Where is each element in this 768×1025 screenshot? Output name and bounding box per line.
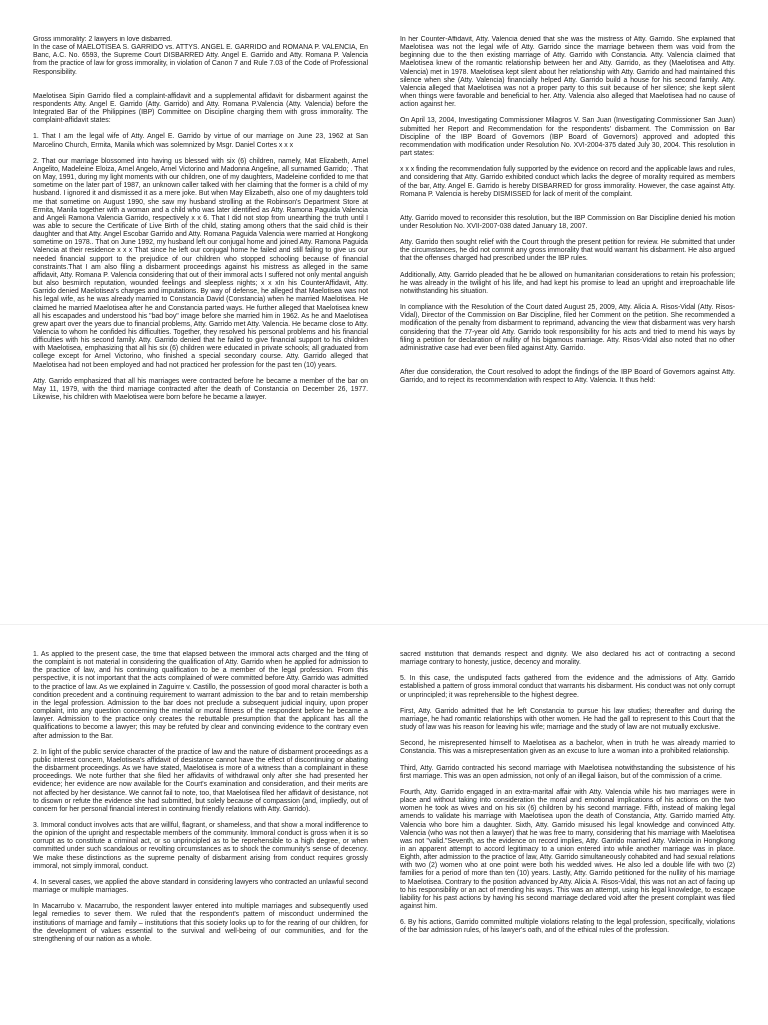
paragraph: 2. In light of the public service character of the practice of law and the nature of disbarment proceedings as a public interest concern, Maelotisea's affidavit of desistance cannot have the effect of discontinuing or abating the disbarment proceedings. As we have stated, Maelotisea is more of a witness than a complainant in these proceedings. We note further that she filed her affidavits of withdrawal only after she had presented her evidence; her evidence are now available for the Court's examination and consideration, and their merits are not affected by her desistance. We cannot fail to note, too, that Maelotisea filed her affidavit of desistance, not to disown or refute the evidence she had submitted, but solely because of compassion (and, impliedly, out of concern for her personal financial interest in continuing friendly relations with Atty. Garrido). (33, 748, 368, 813)
paragraph: First, Atty. Garrido admitted that he left Constancia to pursue his law studies; thereafter and during the marriage, he had romantic relationships with other women. He had the gall to represent to this Court that the study of law was his reason for leaving his wife; marriage and the study of law are not mutually exclusive. (400, 707, 735, 732)
paragraph: Atty. Garrido moved to reconsider this resolution, but the IBP Commission on Bar Discipline denied his motion under Resolution No. XVII-2007-038 dated January 18, 2007. (400, 214, 735, 230)
paragraph: 5. In this case, the undisputed facts gathered from the evidence and the admissions of Atty. Garrido established a pattern of gross immoral conduct that warrants his disbarment. His conduct was not only corrupt or unprincipled; it was reprehensible to the highest degree. (400, 675, 735, 699)
paragraph: 1. That I am the legal wife of Atty. Angel E. Garrido by virtue of our marriage on June 23, 1962 at San Marcelino Church, Ermita, Manila which was solemnized by Msgr. Daniel Cortes x x x (33, 133, 368, 149)
paragraph: After due consideration, the Court resolved to adopt the findings of the IBP Board of Governors against Atty. Garrido, and to reject its recommendation with respect to Atty. Valencia. It thus held: (400, 369, 735, 385)
paragraph: On April 13, 2004, Investigating Commissioner Milagros V. San Juan (Investigating Commissioner San Juan) submitted her Report and Recommendation for the respondents' disbarment. The Commission on Bar Discipline of the IBP Board of Governors (IBP Board of Governors) approved and adopted this recommendation with modification under Resolution No. XVI-2004-375 dated July 30, 2004. This resolution in part states: (400, 117, 735, 158)
paragraph: 3. Immoral conduct involves acts that are willful, flagrant, or shameless, and that show a moral indifference to the opinion of the upright and respectable members of the community. Immoral conduct is gross when it is so corrupt as to constitute a criminal act, or so unprincipled as to be reprehensible to a high degree, or when committed under such scandalous or revolting circumstances as to shock the community's sense of decency. We make these distinctions as the supreme penalty of disbarment arising from conduct requires grossly immoral, not simply immoral, conduct. (33, 821, 368, 870)
paragraph: 6. By his actions, Garrido committed multiple violations relating to the legal profession, specifically, violations of the bar admission rules, of his lawyer's oath, and of the ethical rules of the profession. (400, 919, 735, 935)
paragraph: 1. As applied to the present case, the time that elapsed between the immoral acts charged and the filing of the complaint is not material in considering the qualification of Atty. Garrido when he applied for admission to the practice of law, and his continuing qualification to be a member of the legal profession. From this perspective, it is not important that the acts complained of were committed before Atty. Garrido was admitted to the practice of law. As we explained in Zaguirre v. Castillo, the possession of good moral character is both a condition precedent and a continuing requirement to warrant admission to the bar and to retain membership in the legal profession. Admission to the bar does not preclude a subsequent judicial inquiry, upon proper complaint, into any question concerning the mental or moral fitness of the respondent before he became a lawyer. Admission to the practice only creates the rebuttable presumption that the applicant has all the qualifications to become a lawyer; this may be refuted by clear and convincing evidence to the contrary even after admission to the Bar. (33, 651, 368, 740)
paragraph: sacred institution that demands respect and dignity. We also declared his act of contracting a second marriage contrary to honesty, justice, decency and morality. (400, 651, 735, 667)
paragraph: Additionally, Atty. Garrido pleaded that he be allowed on humanitarian considerations to retain his profession; he was already in the twilight of his life, and had kept his promise to lead an upright and irreproachable life notwithstanding his situation. (400, 271, 735, 295)
paragraph: Atty. Garrido emphasized that all his marriages were contracted before he became a member of the bar on May 11, 1979, with the third marriage contracted after the death of Constancia on December 26, 1977. Likewise, his children with Maelotisea were born before he became a lawyer. (33, 377, 368, 402)
paragraph: In the case of MAELOTISEA S. GARRIDO vs. ATTYS. ANGEL E. GARRIDO and ROMANA P. VALENCIA, En Banc, A.C. No. 6593, the Supreme Court DISBARRED Atty. Angel E. Garrido and Atty. Romana P. Valencia from the practice of law for gross immorality, in violation of Canon 7 and Rule 7.03 of the Code of Professional Responsibility. (33, 44, 368, 76)
paragraph: Second, he misrepresented himself to Maelotisea as a bachelor, when in truth he was already married to Constancia. This was a misrepresentation given as an excuse to lure a woman into a prohibited relationship. (400, 740, 735, 756)
paragraph: In Macarrubo v. Macarrubo, the respondent lawyer entered into multiple marriages and subsequently used legal remedies to sever them. We ruled that the respondent's pattern of misconduct undermined the institutions of marriage and family – institutions that this society looks up to for the rearing of our children, for the development of values essential to the survival and well-being of our communities, and for the strengthening of our nation as a whole. (33, 903, 368, 943)
paragraph: In her Counter-Affidavit, Atty. Valencia denied that she was the mistress of Atty. Garrido. She explained that Maelotisea was not the legal wife of Atty. Garrido since the marriage between them was void from the beginning due to the then existing marriage of Atty. Garrido with Constancia. Atty. Valencia claimed that Maelotisea knew of the romantic relationship between her and Atty. Garrido, as they (Maelotisea and Atty. Valencia) met in 1978. Maelotisea kept silent about her relationship with Atty. Garrido and had maintained this silence when she (Atty. Valencia) financially helped Atty. Garrido build a house for his second family. Atty. Valencia alleged that Maelotisea was not a proper party to this suit because of her silence; she kept silent when things were favorable and beneficial to her. Atty. Valencia also alleged that Maelotisea had no cause of action against her. (400, 36, 735, 109)
paragraph: Maelotisea Sipin Garrido filed a complaint-affidavit and a supplemental affidavit for disbarment against the respondents Atty. Angel E. Garrido (Atty. Garrido) and Atty. Romana P.Valencia (Atty. Valencia) before the Integrated Bar of the Philippines (IBP) Committee on Discipline charging them with gross immorality. The complaint-affidavit states: (33, 92, 368, 125)
paragraph-gap (400, 361, 735, 369)
paragraph: Gross immorality: 2 lawyers in love disbarred. (33, 36, 173, 43)
top-left-column (33, 36, 368, 556)
document-bottom-section (0, 624, 768, 1025)
paragraph: Third, Atty. Garrido contracted his second marriage with Maelotisea notwithstanding the subsistence of his first marriage. This was an open admission, not only of an illegal liaison, but of the commission of a crime. (400, 764, 735, 780)
paragraph: 2. That our marriage blossomed into having us blessed with six (6) children, namely, Mat Elizabeth, Arnel Angelito, Madeleine Eloiza, Arnel Angelo, Arnel Victorino and Madonna Angeline, all surnamed Garrido; . That on May, 1991, during my light moments with our children, one of my daughters, Madeleine confided to me that sometime on the later part of 1987, an unknown caller talked with her claiming that the former is a child of my husband. I ignored it and dismissed it as a mere joke. But when May Elizabeth, also one of my daughters told me that sometime on August 1990, she saw my husband strolling at the Robinson's Department Store at Ermita, Manila together with a woman and a child who was later identified as Atty. Ramona Paguida Valencia and Angeli Ramona Valencia Garrido, respectively x x 6. That I did not stop from unearthing the truth until I was able to secure the Certificate of Live Birth of the child, stating among others that the said child is their daughter and that Atty. Angel Escobar Garrido and Atty. Romana Paguida Valencia were married at Hongkong sometime on 1978.. That on June 1992, my husband left our conjugal home and joined Atty. Ramona Paguida Valencia at their residence x x x That since he left our conjugal home he failed and still failing to give us our needed financial support to the prejudice of our children who stopped schooling because of financial constraints.That I am also filing a disbarment proceedings against his mistress as alleged in the same affidavit, Atty. Romana P. Valencia considering that out of their immoral acts I suffered not only mental anguish but also besmirch reputation, wounded feelings and sleepless nights; x x xIn his CounterAffidavit, Atty. Garrido denied Maelotisea's charges and imputations. By way of defense, he alleged that Maelotisea was not his legal wife, as he was already married to Constancia David (Constancia) when he married Maelotisea. He claimed he married Maelotisea after he and Constancia parted ways. He further alleged that Maelotisea knew all his escapades and understood his "bad boy" image before she married him in 1962. As he and Maelotisea grew apart over the years due to financial problems, Atty. Garrido met Atty. Valencia. He became close to Atty. Valencia to whom he confided his difficulties. Together, they resolved his personal problems and his financial difficulties with his second family. Atty. Garrido denied that he failed to give financial support to his children with Maelotisea, emphasizing that all his six (6) children were educated in private schools; all graduated from college except for Arnel Victorino, who finished a special secondary course. Atty. Garrido alleged that Maelotisea had not been employed and had not practiced her profession for the past ten (10) years. (33, 157, 368, 369)
paragraph-gap (33, 85, 368, 93)
paragraph: Fourth, Atty. Garrido engaged in an extra-marital affair with Atty. Valencia while his two marriages were in place and without taking into consideration the moral and emotional implications of his actions on the two women he took as wives and on his six (6) children by his second marriage. Fifth, instead of making legal amends to validate his marriage with Maelotisea upon the death of Constancia, Atty. Garrido married Atty. Valencia who bore him a daughter. Sixth, Atty. Garrido misused his legal knowledge and convinced Atty. Valencia (who was not then a lawyer) that he was free to marry, considering that his marriage with Maelotisea was not "valid."Seventh, as the evidence on record implies, Atty. Garrido married Atty. Valencia in Hongkong in an apparent attempt to accord legitimacy to a union entered into while another marriage was in place. Eighth, after admission to the practice of law, Atty. Garrido simultaneously cohabited and had sexual relations with two (2) women who at one point were both his wedded wives. He also led a double life with two (2) families for a period of more than ten (10) years. Lastly, Atty. Garrido petitioned for the nullity of his marriage to Maelotisea. Contrary to the position advanced by Atty. Alicia A. Risos-Vidal, this was not an act of facing up to his responsibility or an act of mending his ways. This was an attempt, using his legal knowledge, to escape liability for his past actions by having his second marriage declared void after the present complaint was filed against him. (400, 788, 735, 911)
paragraph: Atty. Garrido then sought relief with the Court through the present petition for review. He submitted that under the circumstances, he did not commit any gross immorality that would warrant his disbarment. He also argued that the offenses charged had prescribed under the IBP rules. (400, 239, 735, 263)
paragraph: x x x finding the recommendation fully supported by the evidence on record and the applicable laws and rules, and considering that Atty. Garrido exhibited conduct which lacks the degree of morality required as members of the bar, Atty. Angel E. Garrido is hereby DISBARRED for gross immorality. However, the case against Atty. Romana P. Valencia is hereby DISMISSED for lack of merit of the complaint. (400, 166, 735, 198)
bottom-right-column (400, 651, 735, 1025)
bottom-left-column (33, 651, 368, 1025)
paragraph: In compliance with the Resolution of the Court dated August 25, 2009, Atty. Alicia A. Risos-Vidal (Atty. Risos-Vidal), Director of the Commission on Bar Discipline, filed her Comment on the petition. She recommended a modification of the penalty from disbarment to reprimand, advancing the view that disbarment was very harsh considering that the 77-year old Atty. Garrido took responsibility for his acts and tried to mend his ways by filing a petition for declaration of nullity of his bigamous marriage. Atty. Risos-Vidal also noted that no other administrative case had ever been filed against Atty. Garrido. (400, 304, 735, 352)
top-right-column (400, 36, 735, 556)
paragraph-gap (400, 207, 735, 215)
paragraph: 4. In several cases, we applied the above standard in considering lawyers who contracted an unlawful second marriage or multiple marriages. (33, 878, 368, 895)
